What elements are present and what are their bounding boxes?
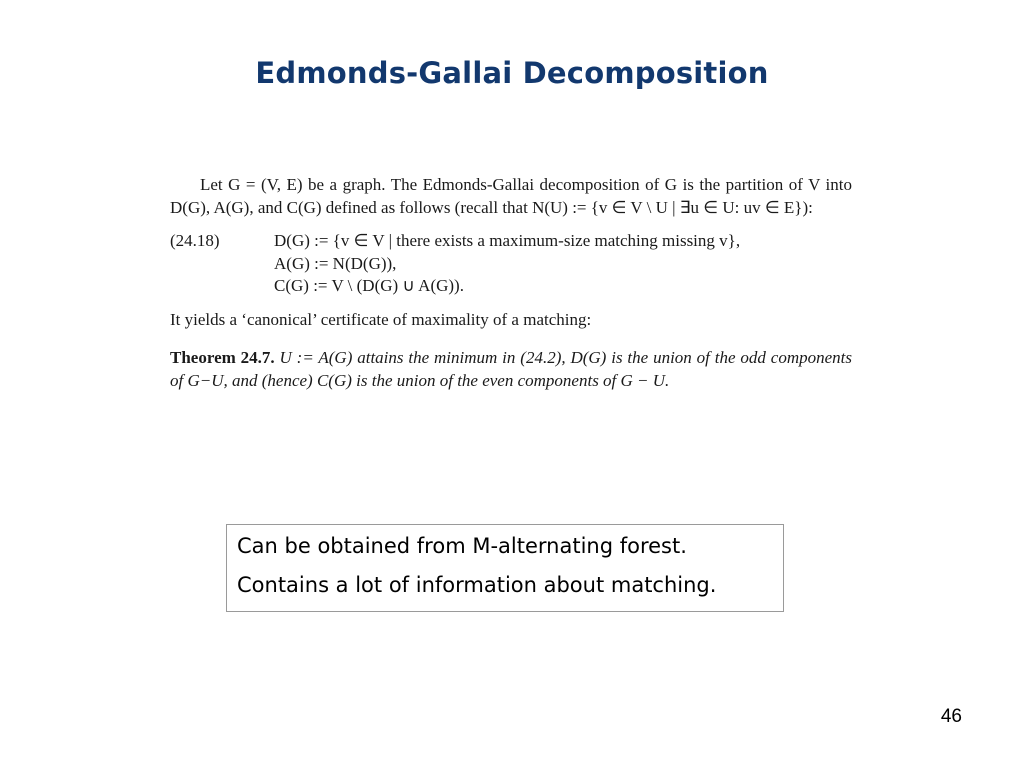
textbook-excerpt xyxy=(170,174,852,392)
theorem xyxy=(170,347,852,392)
callout-line-forest: Can be obtained from M-alternating forest. xyxy=(237,534,687,558)
theorem-statement: U := A(G) attains the minimum in (24.2), D(G) is the union of the odd components of G−U, and (hence) C(G) is the union of the even components of G − U. xyxy=(170,348,852,390)
equation-line-c: C(G) := V \ (D(G) ∪ A(G)). xyxy=(274,276,464,295)
yields-sentence: It yields a ‘canonical’ certificate of maximality of a matching: xyxy=(170,309,592,329)
equation-number: (24.18) xyxy=(170,231,220,250)
slide-title: Edmonds-Gallai Decomposition xyxy=(255,56,769,90)
callout-line-information: Contains a lot of information about matching. xyxy=(237,573,717,597)
page-number: 46 xyxy=(940,706,962,727)
equation-line-d: D(G) := {v ∈ V | there exists a maximum-size matching missing v}, xyxy=(274,231,741,250)
equation-lines xyxy=(274,230,852,298)
intro-paragraph: Let G = (V, E) be a graph. The Edmonds-Gallai decomposition of G is the partition of V into D(G), A(G), and C(G) defined as follows (recall that N(U) := {v ∈ V \ U | ∃u ∈ U: uv ∈ E}): xyxy=(170,175,852,217)
theorem-label: Theorem 24.7. xyxy=(170,348,275,367)
equation-block xyxy=(170,230,852,298)
equation-line-a: A(G) := N(D(G)), xyxy=(274,253,397,273)
callout-box xyxy=(226,524,784,612)
